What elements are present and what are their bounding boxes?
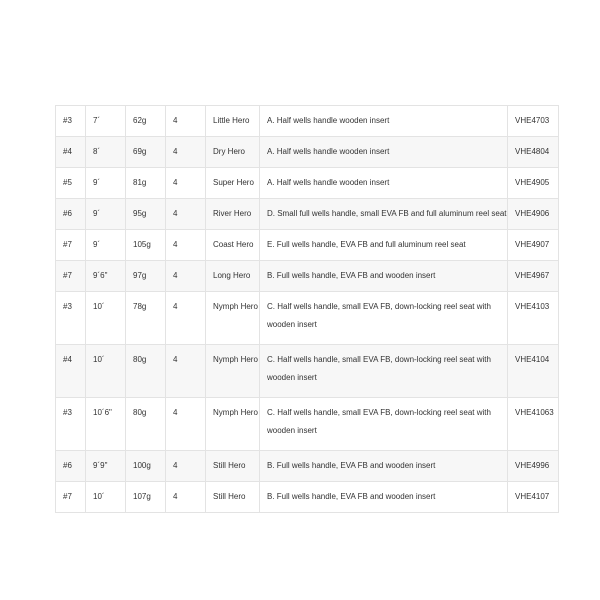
table-row [56,451,559,482]
product-code-cell: VHE4104 [508,345,559,398]
pieces-cell: 4 [166,168,206,199]
handle-cell: C. Half wells handle, small EVA FB, down-locking reel seat with wooden insert [260,398,508,451]
weight-cell: 80g [126,398,166,451]
model-name-cell: Little Hero [206,106,260,137]
model-name-cell: Still Hero [206,482,260,513]
pieces-cell: 4 [166,230,206,261]
weight-cell: 78g [126,292,166,345]
model-name-cell: Dry Hero [206,137,260,168]
table-row [56,482,559,513]
pieces-cell: 4 [166,137,206,168]
weight-cell: 95g [126,199,166,230]
length-cell: 9´ [86,230,126,261]
length-cell: 10´ [86,482,126,513]
line-weight-cell: #7 [56,482,86,513]
table-row [56,168,559,199]
table-row [56,230,559,261]
model-name-cell: Super Hero [206,168,260,199]
product-code-cell: VHE4804 [508,137,559,168]
length-cell: 10´ [86,292,126,345]
product-code-cell: VHE4703 [508,106,559,137]
line-weight-cell: #3 [56,398,86,451]
handle-cell: A. Half wells handle wooden insert [260,168,508,199]
product-code-cell: VHE4103 [508,292,559,345]
handle-cell: C. Half wells handle, small EVA FB, down-locking reel seat with wooden insert [260,292,508,345]
pieces-cell: 4 [166,292,206,345]
line-weight-cell: #6 [56,199,86,230]
product-code-cell: VHE4107 [508,482,559,513]
table-row [56,106,559,137]
handle-cell: A. Half wells handle wooden insert [260,106,508,137]
table-row [56,345,559,398]
pieces-cell: 4 [166,482,206,513]
length-cell: 9´6" [86,261,126,292]
line-weight-cell: #4 [56,345,86,398]
table-row [56,199,559,230]
handle-cell: B. Full wells handle, EVA FB and wooden insert [260,261,508,292]
length-cell: 8´ [86,137,126,168]
weight-cell: 97g [126,261,166,292]
table-row [56,261,559,292]
product-code-cell: VHE41063 [508,398,559,451]
model-name-cell: Coast Hero [206,230,260,261]
pieces-cell: 4 [166,451,206,482]
rod-spec-table [55,105,559,513]
product-code-cell: VHE4906 [508,199,559,230]
handle-cell: A. Half wells handle wooden insert [260,137,508,168]
model-name-cell: Still Hero [206,451,260,482]
pieces-cell: 4 [166,345,206,398]
product-code-cell: VHE4996 [508,451,559,482]
weight-cell: 69g [126,137,166,168]
pieces-cell: 4 [166,106,206,137]
handle-cell: B. Full wells handle, EVA FB and wooden insert [260,451,508,482]
handle-cell: B. Full wells handle, EVA FB and wooden insert [260,482,508,513]
weight-cell: 80g [126,345,166,398]
length-cell: 9´ [86,168,126,199]
handle-cell: C. Half wells handle, small EVA FB, down-locking reel seat with wooden insert [260,345,508,398]
table-row [56,137,559,168]
length-cell: 9´ [86,199,126,230]
weight-cell: 81g [126,168,166,199]
model-name-cell: Nymph Hero [206,398,260,451]
pieces-cell: 4 [166,261,206,292]
model-name-cell: Long Hero [206,261,260,292]
length-cell: 10´6" [86,398,126,451]
table-row [56,398,559,451]
line-weight-cell: #4 [56,137,86,168]
weight-cell: 107g [126,482,166,513]
weight-cell: 100g [126,451,166,482]
line-weight-cell: #5 [56,168,86,199]
table-row [56,292,559,345]
pieces-cell: 4 [166,398,206,451]
product-code-cell: VHE4907 [508,230,559,261]
handle-cell: D. Small full wells handle, small EVA FB and full aluminum reel seat [260,199,508,230]
model-name-cell: Nymph Hero [206,345,260,398]
pieces-cell: 4 [166,199,206,230]
product-code-cell: VHE4905 [508,168,559,199]
length-cell: 7´ [86,106,126,137]
line-weight-cell: #7 [56,261,86,292]
line-weight-cell: #6 [56,451,86,482]
weight-cell: 105g [126,230,166,261]
line-weight-cell: #3 [56,292,86,345]
handle-cell: E. Full wells handle, EVA FB and full aluminum reel seat [260,230,508,261]
length-cell: 9´9" [86,451,126,482]
product-code-cell: VHE4967 [508,261,559,292]
line-weight-cell: #7 [56,230,86,261]
model-name-cell: Nymph Hero [206,292,260,345]
length-cell: 10´ [86,345,126,398]
model-name-cell: River Hero [206,199,260,230]
weight-cell: 62g [126,106,166,137]
line-weight-cell: #3 [56,106,86,137]
